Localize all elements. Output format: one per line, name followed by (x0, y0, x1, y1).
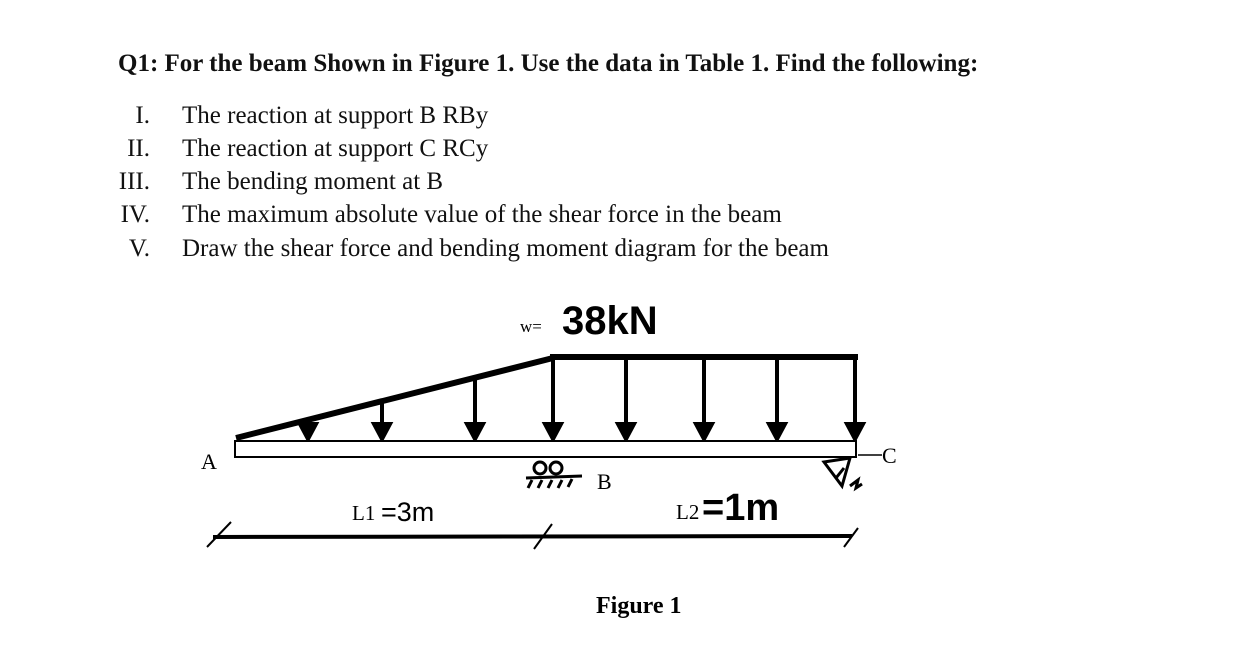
item-number: V. (128, 235, 150, 262)
l1-value: =3m (381, 497, 435, 527)
load-label-prefix: w= (520, 317, 542, 336)
load-arrow-head (696, 424, 712, 439)
point-c-label: C (882, 443, 897, 468)
beam (235, 441, 856, 457)
load-arrow-head (467, 424, 483, 439)
pin-support-c (824, 458, 862, 488)
item-number: II. (127, 135, 150, 162)
load-arrow-head (300, 424, 316, 439)
item-text: The reaction at support B RBy (182, 102, 489, 129)
load-value: 38kN (562, 299, 658, 343)
point-a-label: A (201, 449, 217, 474)
item-text: The bending moment at B (182, 168, 444, 195)
item-number: III. (118, 168, 150, 195)
item-number: IV. (120, 201, 150, 228)
l2-prefix: L2 (676, 500, 700, 524)
point-b-label: B (597, 469, 612, 494)
item-number: I. (135, 102, 150, 129)
load-arrow-head (374, 424, 390, 439)
figure-caption: Figure 1 (596, 593, 682, 619)
item-text: The maximum absolute value of the shear force in the beam (182, 201, 782, 228)
item-text: The reaction at support C RCy (182, 135, 489, 162)
l1-prefix: L1 (352, 501, 376, 525)
load-arrow-head (545, 424, 561, 439)
load-arrow-head (847, 424, 863, 439)
item-text: Draw the shear force and bending moment diagram for the beam (182, 235, 829, 262)
triangular-load-line (236, 358, 553, 438)
load-arrow-head (769, 424, 785, 439)
load-arrow-head (618, 424, 634, 439)
roller-support-b (526, 462, 582, 488)
question-heading: Q1: For the beam Shown in Figure 1. Use the data in Table 1. Find the following: (118, 50, 979, 77)
l2-value: =1m (702, 487, 780, 529)
